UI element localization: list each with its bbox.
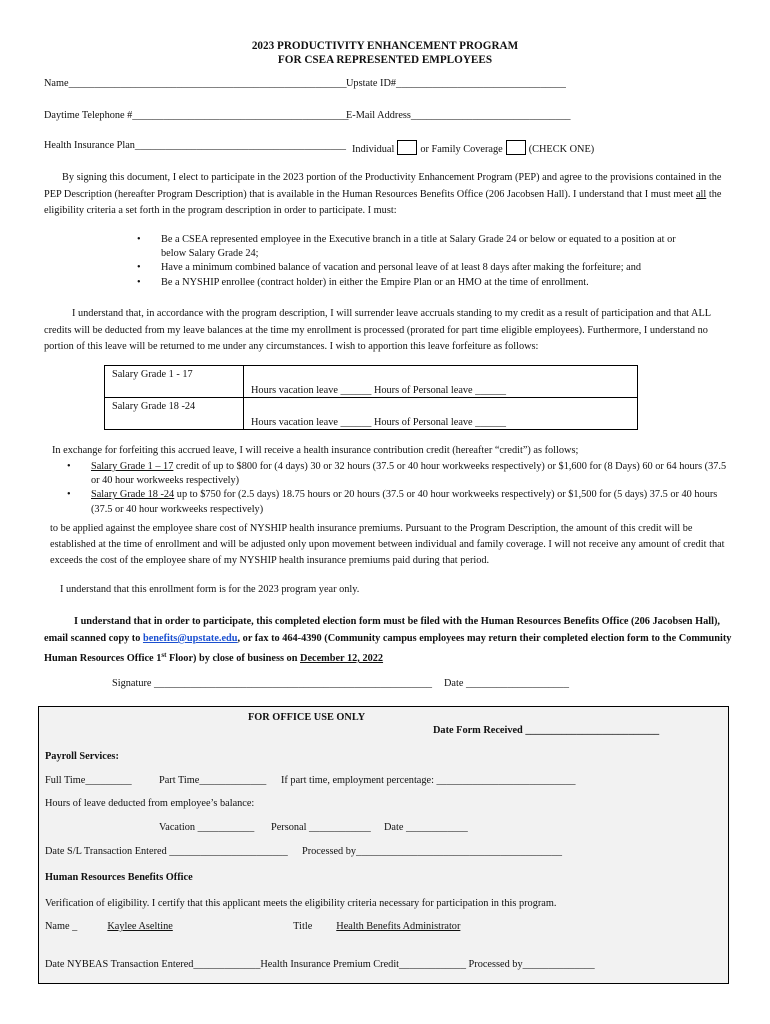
verification-statement: Verification of eligibility. I certify that this applicant meets the eligibility criteria necessary for participation in this program. — [45, 898, 557, 909]
date-field[interactable]: Date ____________ — [384, 822, 468, 833]
grade-cell: Salary Grade 18 -24 — [105, 398, 244, 430]
payroll-heading: Payroll Services: — [45, 751, 119, 762]
criteria-item: • Be a CSEA represented employee in the Executive branch in a title at Salary Grade 24 or below or equated to a position at or below Salary Grade 24; — [137, 233, 697, 261]
hr-benefits-heading: Human Resources Benefits Office — [45, 872, 193, 883]
signature-date-line[interactable]: Date ____________________ — [444, 678, 569, 689]
check-one-label: (CHECK ONE) — [528, 144, 595, 155]
hours-cell[interactable]: Hours vacation leave ______ Hours of Personal leave ______ — [244, 398, 638, 430]
form-title-line1: 2023 PRODUCTIVITY ENHANCEMENT PROGRAM — [251, 40, 519, 52]
verifier-row: Name _ Kaylee Aseltine Title Health Benefits Administrator — [45, 921, 516, 932]
program-year-statement: I understand that this enrollment form is for the 2023 program year only. — [60, 584, 360, 595]
family-checkbox[interactable] — [506, 140, 526, 155]
individual-label: Individual — [352, 144, 395, 155]
email-field[interactable]: E-Mail Address_______________________________ — [346, 110, 571, 121]
all-emphasis: all — [695, 188, 707, 200]
verifier-title: Health Benefits Administrator — [336, 921, 461, 932]
filing-instructions: I understand that in order to participate, this completed election form must be filed with the Human Resources Benefits Office (206 Jacobsen Hall), email scanned copy to benefits@upstate.edu, or fax to 464-4390 (Community campus employees may return their completed election form to the Community Human Resources Office 1st Floor) by close of business on December 12, 2022 — [44, 616, 732, 664]
sl-transaction-field[interactable]: Date S/L Transaction Entered _______________________ — [45, 846, 288, 857]
personal-field[interactable]: Personal ____________ — [271, 822, 371, 833]
table-row — [105, 366, 638, 398]
individual-checkbox[interactable] — [397, 140, 417, 155]
credit-item: • Salary Grade 18 -24 up to $750 for (2.5 days) 18.75 hours or 20 hours (37.5 or 40 hour workweeks respectively) or $1,500 for (5 days) 37.5 or 40 hours (37.5 or 40 hour workweeks respectively) — [67, 488, 733, 516]
credit-list — [67, 460, 733, 517]
eligibility-criteria-list — [137, 233, 697, 290]
office-use-title: FOR OFFICE USE ONLY — [248, 712, 366, 723]
hours-cell[interactable]: Hours vacation leave ______ Hours of Personal leave ______ — [244, 366, 638, 398]
hours-deducted-label: Hours of leave deducted from employee’s balance: — [45, 798, 255, 809]
telephone-field[interactable]: Daytime Telephone #__________________________________________ — [44, 110, 349, 121]
table-row — [105, 398, 638, 430]
nybeas-transaction-row[interactable]: Date NYBEAS Transaction Entered_____________Health Insurance Premium Credit_____________ Processed by______________ — [45, 959, 595, 970]
grade-cell: Salary Grade 1 - 17 — [105, 366, 244, 398]
health-plan-field[interactable]: Health Insurance Plan_________________________________________ — [44, 140, 347, 151]
upstate-id-field[interactable]: Upstate ID#_________________________________ — [346, 78, 566, 89]
credit-item: • Salary Grade 1 – 17 credit of up to $800 for (4 days) 30 or 32 hours (37.5 or 40 hour workweeks respectively) or $1,600 for (8 Days) 60 or 64 hours (37.5 or 40 hour workweeks respectively) — [67, 460, 733, 488]
criteria-item: • Have a minimum combined balance of vacation and personal leave of at least 8 days after making the forfeiture; and — [137, 261, 697, 275]
date-form-received-field[interactable]: Date Form Received __________________________ — [433, 725, 660, 736]
family-label: or Family Coverage — [420, 144, 503, 155]
verifier-name: Kaylee Aseltine — [107, 921, 173, 932]
exchange-intro: In exchange for forfeiting this accrued leave, I will receive a health insurance contribution credit (hereafter “credit”) as follows; — [52, 445, 579, 456]
part-time-field[interactable]: Part Time_____________ — [159, 775, 267, 786]
processed-by-field[interactable]: Processed by________________________________________ — [302, 846, 562, 857]
name-field[interactable]: Name______________________________________________________ — [44, 78, 347, 89]
intro-paragraph: By signing this document, I elect to participate in the 2023 portion of the Productivity Enhancement Program (PEP) and agree to the provisions contained in the PEP Description (hereafter Program Description) that is available in the Human Resources Benefits Office (206 Jacobsen Hall). I understand that I must meet all the eligibility criteria a set forth in the program description in order to participate. I must: — [44, 172, 722, 216]
office-use-section — [38, 706, 729, 984]
part-time-percentage-field[interactable]: If part time, employment percentage: ___________________________ — [281, 775, 576, 786]
vacation-field[interactable]: Vacation ___________ — [159, 822, 255, 833]
applied-paragraph: to be applied against the employee share cost of NYSHIP health insurance premiums. Pursuant to the Program Description, the amount of this credit will be established at the time of enrollment and will be adjusted only upon movement between individual and family coverage. I will not receive any amount of credit that exceeds the cost of the employee share of my NYSHIP health insurance premiums paid during that period. — [50, 523, 725, 566]
benefits-email-link[interactable]: benefits@upstate.edu — [142, 633, 238, 644]
criteria-item: • Be a NYSHIP enrollee (contract holder) in either the Empire Plan or an HMO at the time of enrollment. — [137, 276, 697, 290]
deadline: December 12, 2022 — [300, 653, 384, 664]
full-time-field[interactable]: Full Time_________ — [45, 775, 132, 786]
leave-forfeiture-table — [104, 365, 638, 430]
signature-line[interactable]: Signature ______________________________________________________ — [112, 678, 433, 689]
understand-paragraph: I understand that, in accordance with the program description, I will surrender leave accruals standing to my credit as a result of participation and that ALL credits will be deducted from my leave balances at the time my enrollment is processed (prorated for part time eligible employees). Furthermore, I understand no portion of this leave will be returned to me under any circumstances. I wish to apportion this leave forfeiture as follows: — [44, 308, 711, 352]
form-title-line2: FOR CSEA REPRESENTED EMPLOYEES — [277, 54, 493, 66]
coverage-choice — [352, 140, 594, 155]
